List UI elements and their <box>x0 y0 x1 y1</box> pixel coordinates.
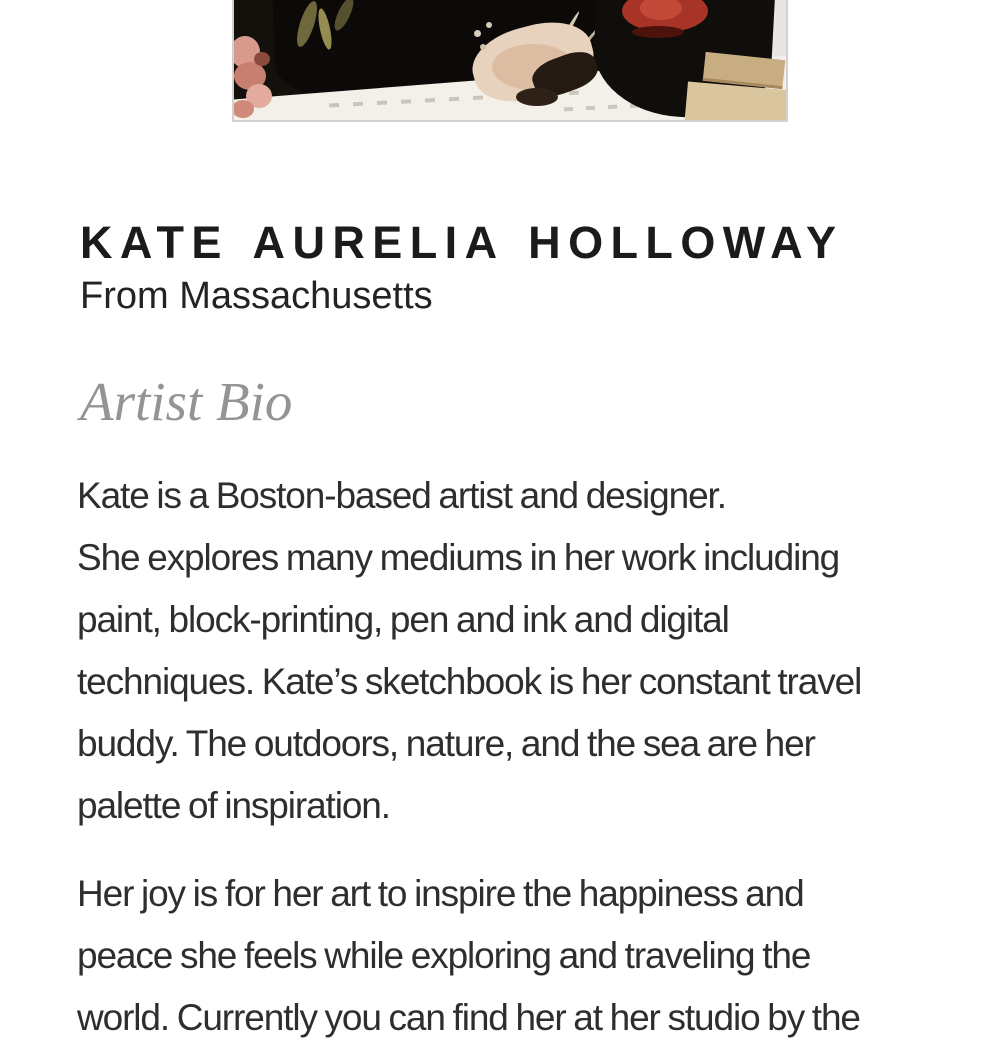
artist-origin: From Massachusetts <box>80 274 433 317</box>
bio-section-heading: Artist Bio <box>80 371 293 433</box>
bio-paragraph-2 <box>77 863 975 1049</box>
artist-name: KATE AURELIA HOLLOWAY <box>80 217 844 268</box>
bio-line: Her joy is for her art to inspire the happiness and <box>77 873 804 915</box>
photo-red-flower <box>632 26 684 38</box>
bio-text <box>77 465 975 1049</box>
bio-line: Kate is a Boston-based artist and designer. <box>77 475 726 517</box>
photo-pink-flower <box>254 52 270 66</box>
bio-line: buddy. The outdoors, nature, and the sea are her <box>77 723 815 765</box>
bio-line: palette of inspiration. <box>77 785 390 827</box>
bio-paragraph-1 <box>77 465 975 837</box>
bio-line: world. Currently you can find her at her studio by the <box>77 997 860 1039</box>
bio-line: techniques. Kate’s sketchbook is her constant travel <box>77 661 862 703</box>
bio-line: peace she feels while exploring and traveling the <box>77 935 811 977</box>
photo-pen <box>516 88 558 106</box>
photo-pink-flower <box>232 100 254 118</box>
artist-photo <box>232 0 788 122</box>
photo-cuff-floral-dot <box>474 30 481 37</box>
bio-line: She explores many mediums in her work including <box>77 537 840 579</box>
photo-cuff-floral-dot <box>480 44 486 50</box>
photo-cuff-floral-dot <box>486 22 492 28</box>
bio-line: paint, block-printing, pen and ink and digital <box>77 599 729 641</box>
